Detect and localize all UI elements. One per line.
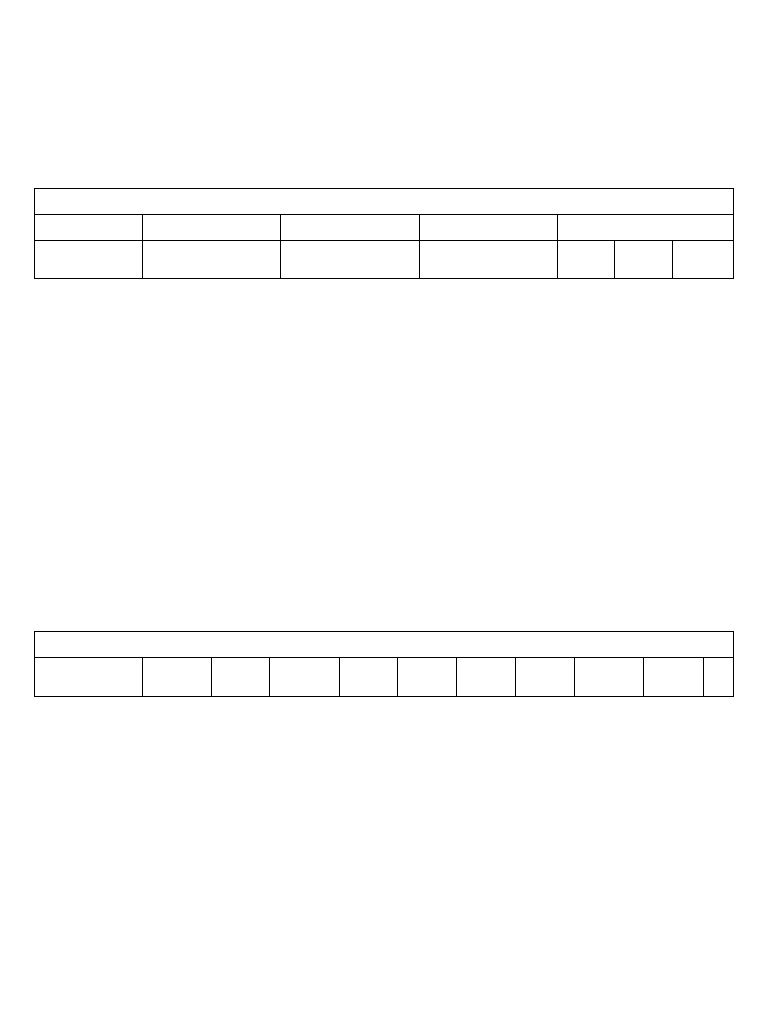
header-interpersonal-score xyxy=(143,241,281,279)
skill-area-table xyxy=(34,631,734,697)
domain-caption-row xyxy=(35,189,734,215)
skill-header-station xyxy=(35,658,143,697)
skill-header-findings xyxy=(516,658,575,697)
skill-header-consultation xyxy=(704,658,734,697)
skill-header-time xyxy=(575,658,644,697)
domain-group-blank-right xyxy=(558,215,734,241)
domain-data-gathering-header xyxy=(281,215,420,241)
skill-header-row xyxy=(35,658,734,697)
domain-group-row xyxy=(35,215,734,241)
domain-interpersonal-header xyxy=(143,215,281,241)
skill-header-listening xyxy=(212,658,270,697)
domain-header-row xyxy=(35,241,734,279)
domain-caption-cell xyxy=(35,189,734,215)
domain-table-body xyxy=(35,189,734,279)
skill-header-language xyxy=(143,658,212,697)
header-station xyxy=(35,241,143,279)
skill-header-rapport xyxy=(270,658,340,697)
header-pass-fail xyxy=(673,241,734,279)
header-pass-score xyxy=(615,241,673,279)
skill-header-diagnosis xyxy=(398,658,457,697)
domain-scores-table xyxy=(34,188,734,279)
skill-header-issues xyxy=(644,658,704,697)
header-total-score xyxy=(558,241,615,279)
skill-caption-cell xyxy=(35,632,734,658)
skill-caption-row xyxy=(35,632,734,658)
skill-header-examination xyxy=(457,658,516,697)
header-data-gathering-score xyxy=(281,241,420,279)
skill-table-body xyxy=(35,632,734,697)
domain-clinical-management-header xyxy=(420,215,558,241)
header-clinical-score xyxy=(420,241,558,279)
domain-group-blank xyxy=(35,215,143,241)
skill-header-management xyxy=(340,658,398,697)
